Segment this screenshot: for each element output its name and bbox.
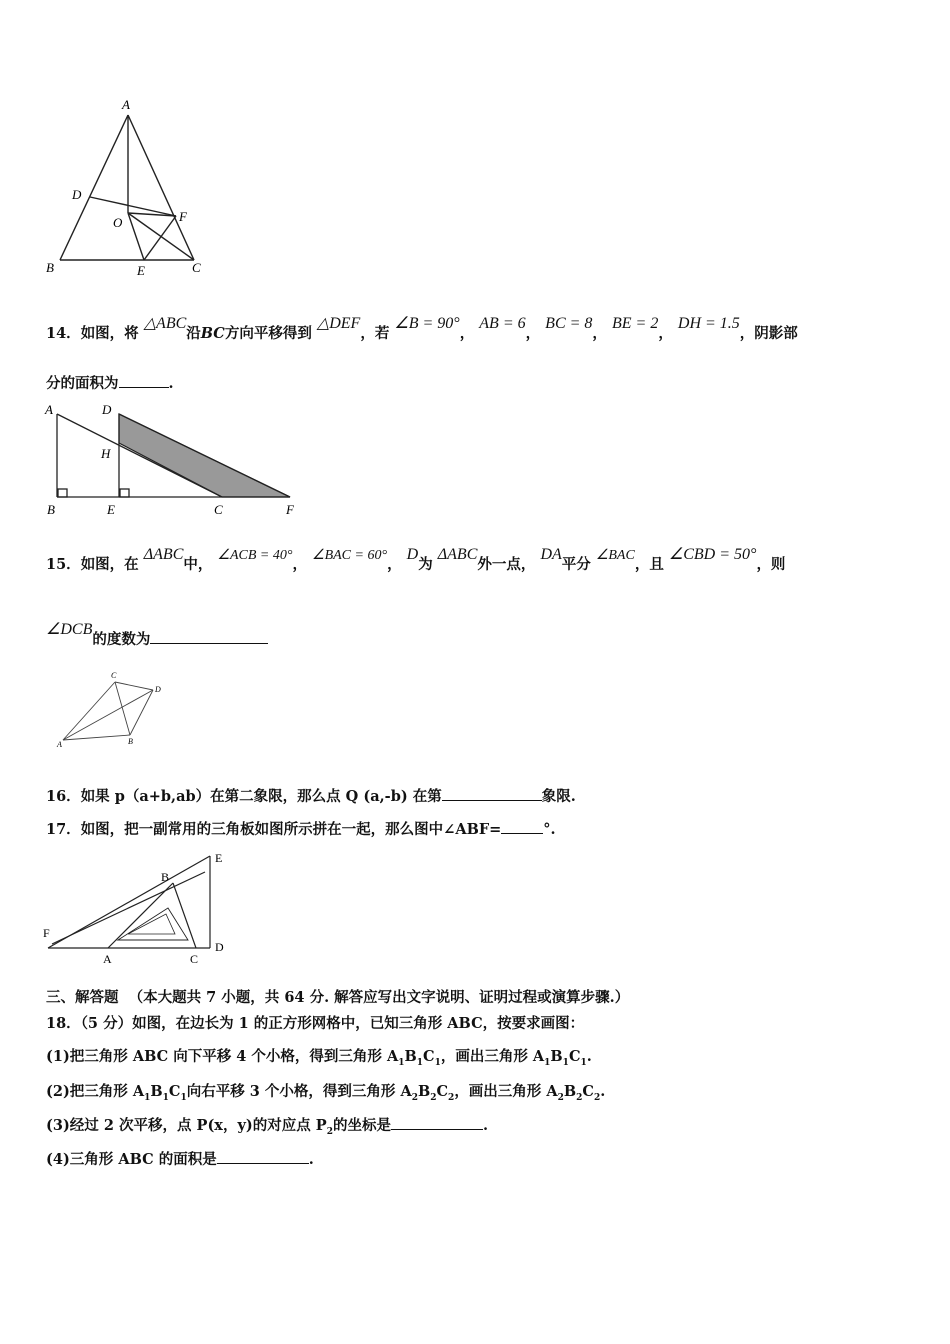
right-angle-e [120, 489, 129, 497]
answer-blank-15[interactable] [150, 631, 268, 644]
question-18-part1: (1)把三角形 ABC 向下平移 4 个小格，得到三角形 $A_1B_1C_1$，画出三角形 $A_1B_1C_1$. [46, 1048, 592, 1068]
figure-q15 [55, 668, 170, 753]
edge-ac [128, 115, 194, 260]
label-a: A [122, 97, 130, 112]
label-f: F [43, 926, 50, 940]
question-15-line1: 15．如图，在 ΔABC中， ∠ACB = 40°， ∠BAC = 60°， D为 ΔABC外一点， DA平分 ∠BAC，且 ∠CBD = 50°，则 [46, 546, 786, 573]
question-16: 16．如果 p（a+b,ab）在第二象限，那么点 Q (a,-b) 在第 象限. [46, 788, 576, 805]
label-o: O [113, 215, 123, 230]
label-c: C [192, 260, 201, 275]
edge-ad [63, 690, 153, 740]
answer-blank-14[interactable] [119, 375, 169, 388]
section-3-heading: 三、解答题 （本大题共 7 小题，共 64 分. 解答应写出文字说明、证明过程或演算步骤.） [46, 989, 630, 1006]
edge-ab [60, 115, 128, 260]
label-c: C [111, 671, 117, 680]
label-e: E [215, 851, 223, 865]
label-b: B [128, 737, 133, 746]
question-15-line2: ∠DCB的度数为 [46, 628, 268, 649]
question-18-intro: 18．（5 分）如图，在边长为 1 的正方形网格中，已知三角形 ABC，按要求画图： [46, 1015, 585, 1032]
label-h: H [101, 446, 111, 461]
label-d: D [215, 940, 224, 954]
figure-q14 [40, 400, 310, 520]
figure-q17 [40, 848, 240, 970]
edge-cd [115, 682, 153, 690]
question-18-part3: (3)经过 2 次平移，点 P(x，y)的对应点 $P_2$的坐标是 . [46, 1117, 489, 1137]
answer-blank-18-4[interactable] [217, 1151, 309, 1164]
question-18-part2: (2)把三角形 $A_1B_1C_1$向右平移 3 个小格，得到三角形 $A_2B_2C_2$，画出三角形 $A_2B_2C_2$. [46, 1083, 606, 1103]
label-f: F [179, 209, 187, 224]
label-b: B [46, 260, 54, 275]
answer-blank-17[interactable] [501, 821, 543, 834]
label-d: D [102, 402, 112, 417]
label-a: A [45, 402, 53, 417]
segment-oe [128, 213, 144, 260]
label-e: E [107, 502, 115, 517]
triangle-bc [173, 883, 196, 948]
label-a: A [103, 952, 112, 966]
label-a: A [57, 740, 62, 749]
label-b: B [47, 502, 55, 517]
segment-ef [144, 216, 176, 260]
question-14-line1: 14．如图，将 △ABC沿BC方向平移得到 △DEF，若 ∠B = 90°， AB = 6， BC = 8， BE = 2， DH = 1.5，阴影部 [46, 315, 798, 342]
label-c: C [214, 502, 223, 517]
label-d: D [155, 685, 161, 694]
inner-triangle-2 [128, 914, 175, 934]
label-c: C [190, 952, 199, 966]
edge-ab [63, 735, 130, 740]
right-angle-b [58, 489, 67, 497]
question-18-part4: (4)三角形 ABC 的面积是 . [46, 1151, 314, 1168]
label-b: B [161, 870, 170, 884]
inner-triangle [118, 908, 188, 940]
label-d: D [72, 187, 82, 202]
question-14-line2: 分的面积为 . [46, 375, 174, 392]
figure-q13 [40, 95, 220, 285]
label-f: F [286, 502, 294, 517]
question-17: 17．如图，把一副常用的三角板如图所示拼在一起，那么图中∠ABF= °. [46, 821, 556, 838]
label-e: E [137, 263, 145, 278]
edge-ac [63, 682, 115, 740]
answer-blank-16[interactable] [442, 788, 542, 801]
edge-cb [115, 682, 130, 735]
answer-blank-18-3[interactable] [391, 1117, 483, 1130]
